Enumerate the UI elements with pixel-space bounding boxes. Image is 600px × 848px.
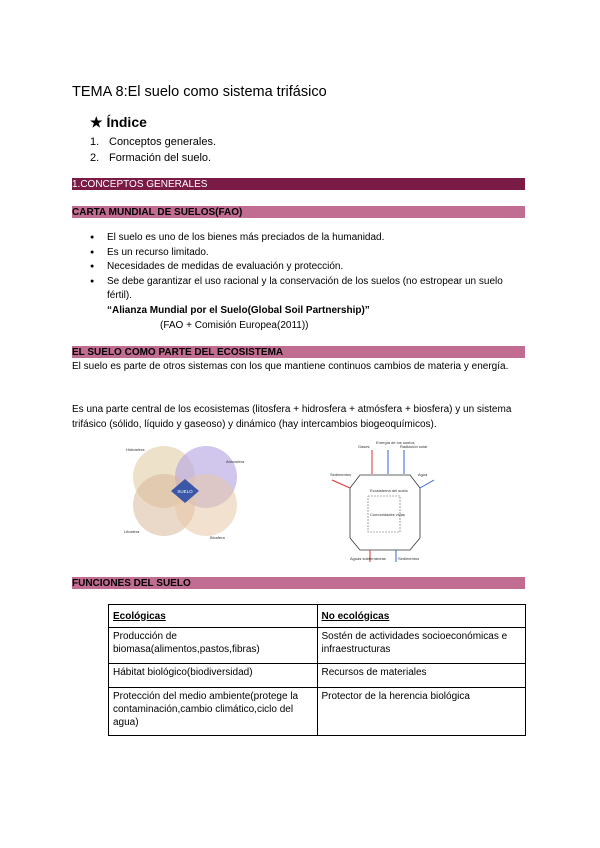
label-sedimentos-left: Sedimentos — [330, 472, 352, 477]
list-item: ● El suelo es uno de los bienes más preciados de la humanidad. — [90, 231, 522, 246]
index-heading: ★ Índice — [90, 114, 147, 130]
page-title: TEMA 8:El suelo como sistema trifásico — [72, 84, 327, 100]
section-header-carta: CARTA MUNDIAL DE SUELOS(FAO) — [72, 206, 525, 218]
spheres-venn-diagram — [122, 443, 257, 543]
label-aguas-subterraneas: Aguas subterráneas — [350, 556, 386, 561]
list-item: ● Se debe garantizar el uso racional y la conservación de los suelos (no estropear un suelo fértil). — [90, 275, 522, 304]
label-gases: Gases — [358, 444, 370, 449]
soil-ecosystem-diagram — [330, 440, 435, 565]
alianza-title: “Alianza Mundial por el Suelo(Global Soil Partnership)” — [107, 305, 370, 316]
table-cell: Sostén de actividades socioeconómicas e infraestructuras — [317, 628, 526, 664]
label-hidrosfera: Hidrosfera — [126, 447, 145, 452]
table-cell: Recursos de materiales — [317, 664, 526, 688]
table-row — [109, 664, 526, 688]
label-energia: Energía de los suelos — [376, 440, 415, 445]
carta-bullet-list — [90, 231, 522, 304]
section-header-funciones: FUNCIONES DEL SUELO — [72, 577, 525, 589]
index-list — [90, 134, 216, 166]
arrow-right-out — [420, 480, 434, 488]
list-item: ● Necesidades de medidas de evaluación y protección. — [90, 260, 522, 275]
label-atmosfera: Atmósfera — [226, 459, 245, 464]
label-ecosistema: Ecosistema del suelo — [370, 488, 408, 493]
table-cell: Producción de biomasa(alimentos,pastos,fibras) — [109, 628, 318, 664]
table-cell: Hábitat biológico(biodiversidad) — [109, 664, 318, 688]
table-cell: Protector de la herencia biológica — [317, 688, 526, 736]
header-ecologicas: Ecológicas — [109, 605, 318, 628]
section-header-ecosistema: EL SUELO COMO PARTE DEL ECOSISTEMA — [72, 346, 525, 358]
list-item: ● Es un recurso limitado. — [90, 246, 522, 261]
ecosistema-paragraph-2: Es una parte central de los ecosistemas (litosfera + hidrosfera + atmósfera + biosfera) y un sistema trifásico (sólido, líquido y gaseoso) y dinámico (hay intercambios biogeoquímicos). — [72, 404, 512, 430]
table-header-row — [109, 605, 526, 628]
alianza-subtitle: (FAO + Comisión Europea(2011)) — [160, 320, 309, 331]
label-suelo: SUELO — [177, 489, 193, 494]
table-row — [109, 628, 526, 664]
ecosistema-paragraph-1: El suelo es parte de otros sistemas con los que mantiene continuos cambios de materia y energía. — [72, 361, 509, 372]
label-biosfera: Biosfera — [210, 535, 225, 540]
table-cell: Protección del medio ambiente(protege la contaminación,cambio climático,ciclo del agua) — [109, 688, 318, 736]
header-no-ecologicas: No ecológicas — [317, 605, 526, 628]
label-agua: Agua — [418, 472, 428, 477]
index-item: 2. Formación del suelo. — [90, 152, 212, 164]
label-sedimentos-bottom: Sedimentos — [398, 556, 420, 561]
label-comunidades: Comunidades vivas — [370, 512, 405, 517]
funciones-table — [108, 604, 526, 736]
label-litosfera: Litosfera — [124, 529, 140, 534]
label-radiacion: Radiación solar — [400, 444, 428, 449]
table-row — [109, 688, 526, 736]
section-header-conceptos: 1.CONCEPTOS GENERALES — [72, 178, 525, 190]
index-item: 1. Conceptos generales. — [90, 136, 217, 148]
arrow-left-in — [332, 480, 350, 488]
